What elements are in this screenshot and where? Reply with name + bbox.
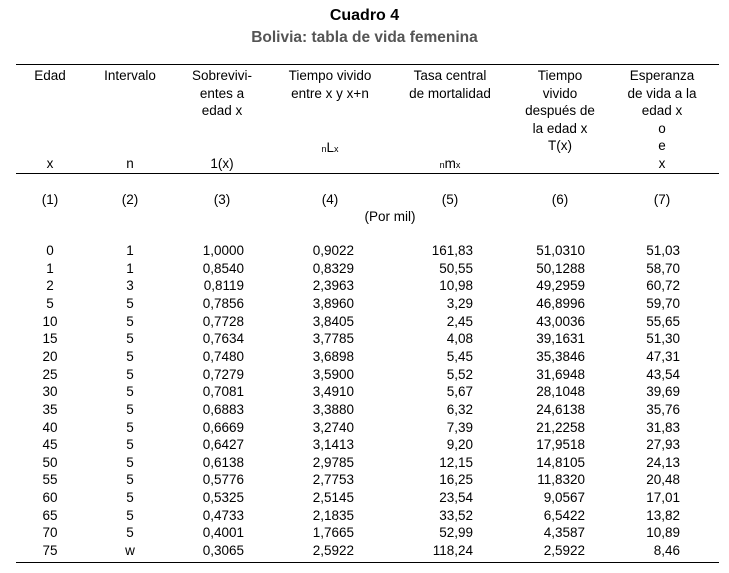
- header-symbol-n: n: [126, 156, 134, 171]
- cell-esperanza: 17,01: [646, 490, 680, 506]
- cell-edad: 45: [42, 437, 58, 453]
- cell-intervalo: 5: [126, 525, 134, 541]
- cell-sobrevivientes: 0,6138: [202, 454, 244, 470]
- cell-edad: 35: [42, 401, 58, 417]
- cell-sobrevivientes: 0,3065: [202, 543, 244, 559]
- cell-tasa-mortalidad: 9,20: [446, 437, 473, 453]
- col-number-3: (3): [213, 192, 231, 207]
- cell-esperanza: 43,54: [646, 366, 680, 382]
- cell-tiempo-despues: 43,0036: [536, 313, 585, 329]
- cell-esperanza: 27,93: [646, 437, 680, 453]
- header-sobrevivientes-line3: edad x: [201, 103, 243, 118]
- header-symbol-x: x: [46, 156, 54, 171]
- col-number-6: (6): [551, 192, 569, 207]
- cell-edad: 2: [46, 278, 54, 294]
- cell-tiempo-despues: 50,1288: [536, 260, 585, 276]
- cell-tasa-mortalidad: 4,08: [446, 331, 473, 347]
- cell-esperanza: 60,72: [646, 278, 680, 294]
- col-number-2: (2): [121, 192, 139, 207]
- header-esperanza-line2: de vida a la: [627, 85, 697, 101]
- cell-tiempo-despues: 46,8996: [536, 295, 585, 311]
- table-row: [0, 508, 729, 524]
- cell-tasa-mortalidad: 7,39: [446, 419, 473, 435]
- cell-sobrevivientes: 0,6669: [202, 419, 244, 435]
- header-edad: Edad: [34, 68, 66, 83]
- header-tiempo-vivido-line2: entre x y x+n: [291, 85, 369, 101]
- cell-tasa-mortalidad: 50,55: [439, 260, 473, 276]
- table-row: [0, 296, 729, 312]
- cell-tasa-mortalidad: 161,83: [431, 243, 473, 258]
- table-row: [0, 314, 729, 330]
- cell-tiempo-vivido: 3,3880: [312, 401, 354, 417]
- cell-esperanza: 24,13: [646, 454, 680, 470]
- header-nlx-symbol: nLx: [321, 140, 339, 155]
- table-row: [0, 243, 729, 259]
- cell-tasa-mortalidad: 10,98: [439, 278, 473, 294]
- cell-intervalo: 5: [126, 490, 134, 506]
- cell-intervalo: 1: [126, 243, 134, 258]
- cell-tasa-mortalidad: 6,32: [446, 401, 473, 417]
- units-note: (Por mil): [364, 209, 416, 224]
- table-row: [0, 349, 729, 365]
- header-esperanza-line1: Esperanza: [629, 68, 695, 83]
- table-row: [0, 384, 729, 400]
- cell-tiempo-vivido: 2,1835: [312, 507, 354, 523]
- cell-edad: 0: [46, 243, 54, 258]
- table-title: Cuadro 4: [329, 7, 400, 24]
- cell-sobrevivientes: 0,4733: [202, 507, 244, 523]
- cell-sobrevivientes: 0,7480: [202, 348, 244, 364]
- header-sobrevivientes-line1: Sobrevivi-: [191, 68, 253, 83]
- header-symbol-lx: 1(x): [210, 156, 234, 171]
- cell-tiempo-vivido: 2,9785: [312, 454, 354, 470]
- cell-edad: 60: [42, 490, 58, 506]
- col-number-5: (5): [441, 192, 459, 207]
- cell-intervalo: 5: [126, 331, 134, 347]
- table-row: [0, 402, 729, 418]
- col-number-7: (7): [653, 192, 671, 207]
- cell-esperanza: 59,70: [646, 295, 680, 311]
- cell-esperanza: 10,89: [646, 525, 680, 541]
- cell-intervalo: 5: [126, 348, 134, 364]
- cell-edad: 40: [42, 419, 58, 435]
- cell-sobrevivientes: 0,7634: [202, 331, 244, 347]
- table-row: [0, 367, 729, 383]
- cell-tiempo-despues: 31,6948: [536, 366, 585, 382]
- cell-intervalo: 5: [126, 295, 134, 311]
- cell-edad: 70: [42, 525, 58, 541]
- cell-tasa-mortalidad: 5,45: [446, 348, 473, 364]
- cell-sobrevivientes: 0,5325: [202, 490, 244, 506]
- cell-edad: 20: [42, 348, 58, 364]
- cell-sobrevivientes: 0,8119: [203, 278, 244, 294]
- cell-tiempo-vivido: 3,8405: [312, 313, 354, 329]
- cell-tiempo-despues: 11,8320: [537, 472, 585, 488]
- header-nmx-symbol: nmx: [439, 156, 461, 171]
- table-row: [0, 472, 729, 488]
- table-row: [0, 278, 729, 294]
- cell-tasa-mortalidad: 12,15: [439, 454, 473, 470]
- cell-tiempo-despues: 49,2959: [536, 278, 585, 294]
- cell-esperanza: 51,03: [646, 243, 680, 258]
- cell-tiempo-despues: 28,1048: [536, 384, 585, 400]
- cell-intervalo: 5: [126, 384, 134, 400]
- cell-edad: 55: [42, 472, 58, 488]
- cell-tiempo-vivido: 0,9022: [312, 243, 354, 258]
- cell-intervalo: 5: [126, 507, 134, 523]
- bottom-rule: [16, 562, 719, 563]
- cell-intervalo: w: [125, 543, 135, 559]
- cell-edad: 25: [42, 366, 58, 382]
- cell-tasa-mortalidad: 2,45: [446, 313, 473, 329]
- cell-edad: 50: [42, 454, 58, 470]
- col-number-4: (4): [321, 192, 339, 207]
- cell-tiempo-despues: 35,3846: [536, 348, 585, 364]
- cell-intervalo: 3: [126, 278, 134, 294]
- cell-tasa-mortalidad: 23,54: [439, 490, 473, 506]
- header-sobrevivientes-line2: entes a: [199, 85, 245, 101]
- cell-edad: 5: [46, 295, 54, 311]
- cell-tiempo-despues: 21,2258: [536, 419, 585, 435]
- table-subtitle: Bolivia: tabla de vida femenina: [251, 29, 478, 46]
- top-rule: [16, 64, 719, 65]
- cell-tiempo-vivido: 2,3963: [312, 278, 354, 294]
- cell-tiempo-vivido: 2,5922: [312, 543, 354, 559]
- cell-sobrevivientes: 0,7856: [202, 295, 244, 311]
- cell-tiempo-vivido: 3,5900: [312, 366, 354, 382]
- cell-sobrevivientes: 0,7279: [202, 366, 244, 382]
- cell-tiempo-despues: 4,3587: [543, 525, 585, 541]
- cell-edad: 10: [42, 313, 58, 329]
- cell-sobrevivientes: 0,4001: [202, 525, 244, 541]
- table-row: [0, 490, 729, 506]
- col-number-1: (1): [41, 192, 59, 207]
- cell-tasa-mortalidad: 118,24: [432, 543, 473, 559]
- cell-tiempo-despues: 14,8105: [536, 454, 585, 470]
- cell-tiempo-despues: 51,0310: [536, 243, 585, 258]
- cell-intervalo: 5: [126, 472, 134, 488]
- cell-intervalo: 5: [126, 437, 134, 453]
- cell-edad: 30: [42, 384, 58, 400]
- cell-tasa-mortalidad: 5,67: [446, 384, 473, 400]
- header-esperanza-line3: edad x: [641, 103, 683, 118]
- header-tiempo-despues-line2: vivido: [542, 85, 578, 101]
- cell-esperanza: 39,69: [646, 384, 680, 400]
- header-tasa-central-line2: de mortalidad: [409, 85, 491, 101]
- cell-tiempo-despues: 39,1631: [536, 331, 585, 347]
- cell-intervalo: 5: [126, 366, 134, 382]
- cell-sobrevivientes: 0,7728: [202, 313, 244, 329]
- cell-tasa-mortalidad: 52,99: [439, 525, 473, 541]
- cell-tiempo-despues: 17,9518: [536, 437, 585, 453]
- table-row: [0, 525, 729, 541]
- cell-sobrevivientes: 0,6427: [202, 437, 244, 453]
- header-tiempo-despues-line1: Tiempo: [537, 68, 583, 83]
- cell-sobrevivientes: 1,0000: [202, 243, 244, 258]
- cell-intervalo: 5: [126, 454, 134, 470]
- cell-edad: 15: [42, 331, 58, 347]
- cell-edad: 65: [42, 507, 58, 523]
- cell-tiempo-despues: 24,6138: [536, 401, 585, 417]
- cell-sobrevivientes: 0,5776: [202, 472, 244, 488]
- cell-tasa-mortalidad: 33,52: [439, 507, 473, 523]
- cell-sobrevivientes: 0,8540: [202, 260, 244, 276]
- cell-tiempo-vivido: 3,4910: [312, 384, 354, 400]
- header-tiempo-despues-line3: después de: [525, 103, 595, 118]
- cell-esperanza: 13,82: [646, 507, 680, 523]
- table-row: [0, 261, 729, 277]
- cell-tasa-mortalidad: 16,25: [439, 472, 473, 488]
- cell-sobrevivientes: 0,6883: [202, 401, 244, 417]
- header-esperanza-line4: o: [658, 120, 666, 136]
- header-intervalo: Intervalo: [104, 68, 156, 83]
- cell-intervalo: 5: [126, 419, 134, 435]
- header-tiempo-despues-line5: T(x): [548, 138, 572, 153]
- table-row: [0, 331, 729, 347]
- cell-tiempo-vivido: 0,8329: [312, 260, 354, 276]
- cell-tiempo-despues: 6,5422: [543, 507, 585, 523]
- cell-tiempo-vivido: 3,6898: [312, 348, 354, 364]
- header-esperanza-line6: x: [658, 156, 666, 171]
- cell-intervalo: 1: [126, 260, 134, 276]
- cell-esperanza: 35,76: [646, 401, 680, 417]
- cell-tiempo-vivido: 1,7665: [312, 525, 354, 541]
- header-tiempo-vivido-line1: Tiempo vivido: [288, 68, 372, 83]
- header-rule: [16, 173, 719, 174]
- cell-esperanza: 31,83: [646, 419, 680, 435]
- cell-tiempo-vivido: 2,5145: [312, 490, 354, 506]
- table-row: [0, 437, 729, 453]
- cell-tiempo-despues: 2,5922: [543, 543, 585, 559]
- cell-tasa-mortalidad: 3,29: [446, 295, 473, 311]
- cell-esperanza: 20,48: [646, 472, 680, 488]
- header-esperanza-line5: e: [658, 138, 666, 153]
- cell-intervalo: 5: [126, 313, 134, 329]
- cell-tiempo-vivido: 3,2740: [312, 419, 354, 435]
- cell-tiempo-vivido: 2,7753: [312, 472, 354, 488]
- cell-esperanza: 51,30: [646, 331, 680, 347]
- table-row: [0, 420, 729, 436]
- table-row: [0, 543, 729, 559]
- cell-tiempo-despues: 9,0567: [543, 490, 585, 506]
- header-tasa-central-line1: Tasa central: [413, 68, 487, 83]
- cell-tasa-mortalidad: 5,52: [446, 366, 473, 382]
- cell-intervalo: 5: [126, 401, 134, 417]
- table-row: [0, 455, 729, 471]
- header-tiempo-despues-line4: la edad x: [532, 120, 588, 136]
- cell-edad: 1: [46, 260, 54, 276]
- cell-tiempo-vivido: 3,1413: [312, 437, 354, 453]
- cell-edad: 75: [42, 543, 58, 559]
- cell-esperanza: 8,46: [653, 543, 680, 559]
- cell-esperanza: 55,65: [646, 313, 680, 329]
- cell-tiempo-vivido: 3,7785: [312, 331, 354, 347]
- cell-sobrevivientes: 0,7081: [202, 384, 244, 400]
- cell-esperanza: 58,70: [646, 260, 680, 276]
- cell-tiempo-vivido: 3,8960: [312, 295, 354, 311]
- cell-esperanza: 47,31: [646, 348, 680, 364]
